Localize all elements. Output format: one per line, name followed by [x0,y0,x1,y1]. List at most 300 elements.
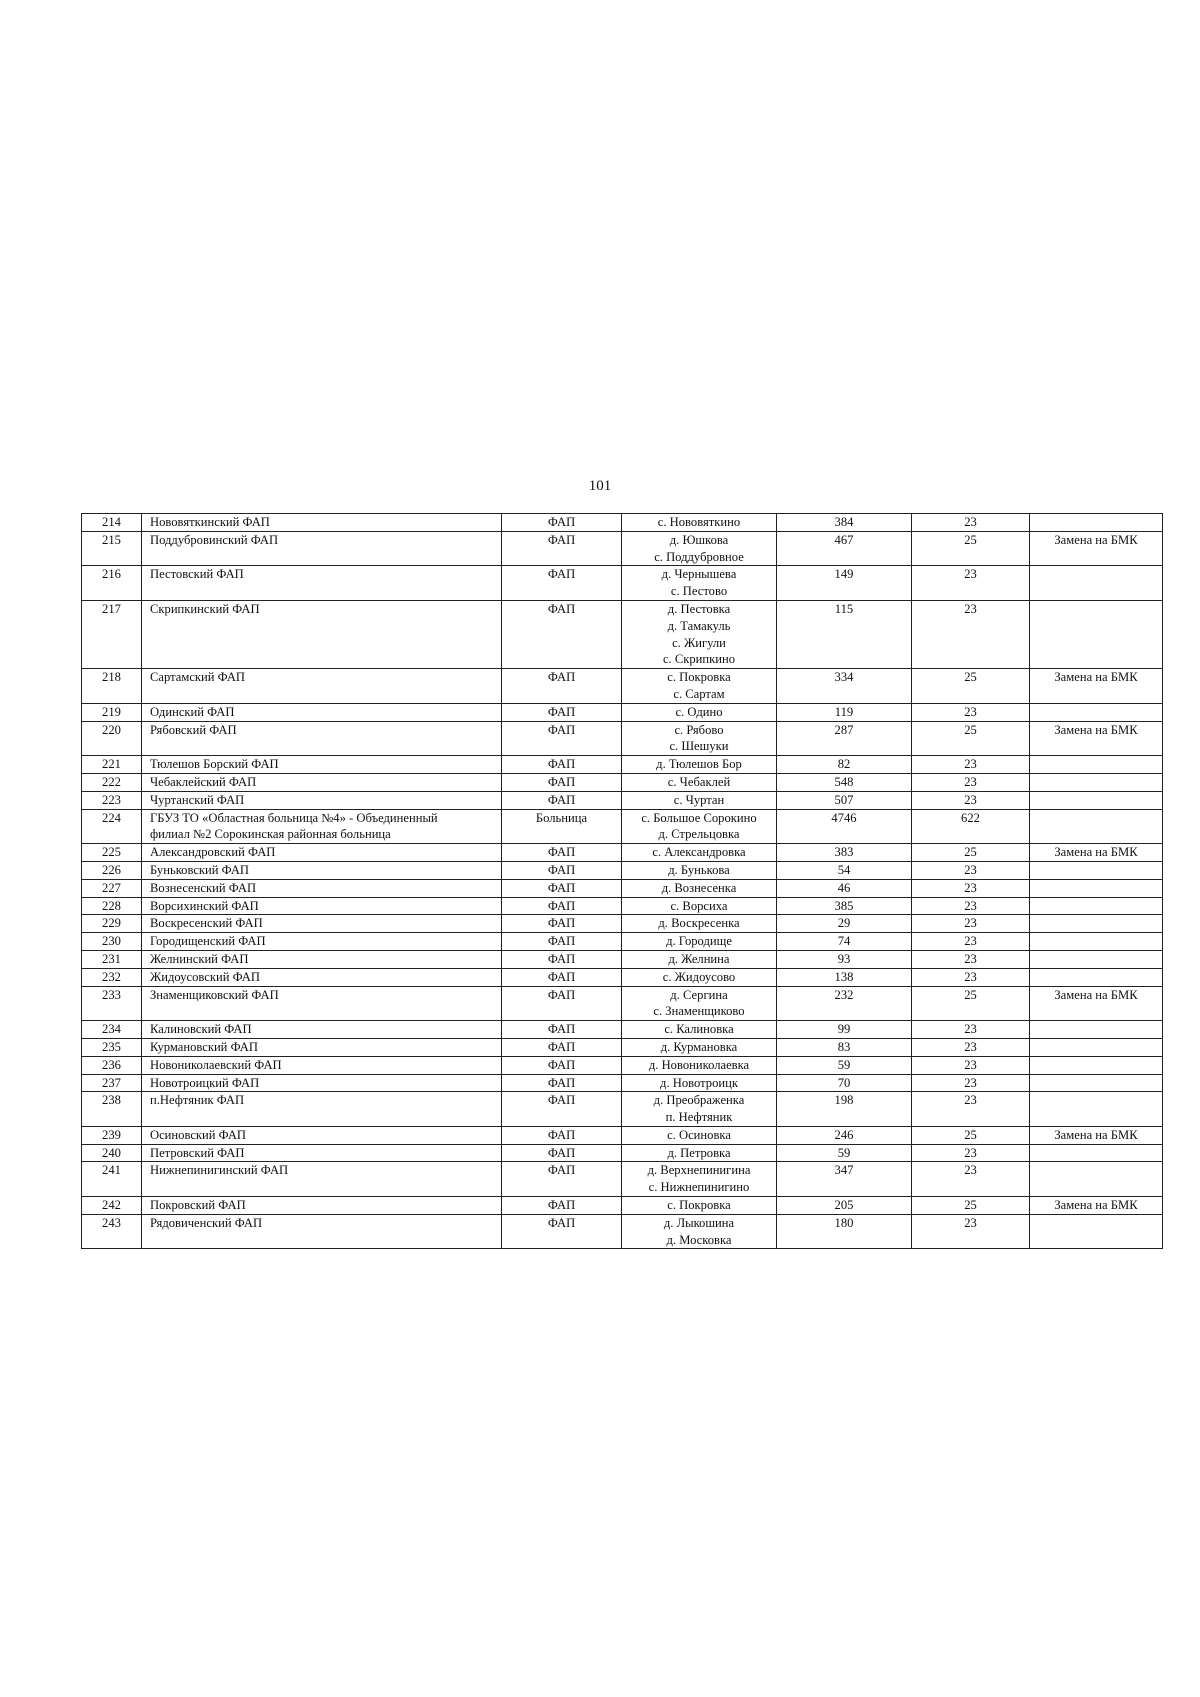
note-cell [1030,897,1163,915]
population-cell: 59 [777,1144,912,1162]
note-cell [1030,1162,1163,1197]
facility-name-cell [142,1144,502,1162]
facility-name-line: Курмановский ФАП [150,1039,258,1054]
location-line: д. Петровка [667,1145,731,1160]
distance-cell: 25 [912,986,1030,1021]
facility-name-line: Одинский ФАП [150,704,235,719]
facility-type-cell: ФАП [502,1074,622,1092]
note-cell [1030,861,1163,879]
row-number-cell: 226 [82,861,142,879]
note-cell [1030,514,1163,532]
row-number-cell: 232 [82,968,142,986]
distance-cell: 23 [912,897,1030,915]
location-line: с. Большое Сорокино [641,810,757,825]
facility-name-line: п.Нефтяник ФАП [150,1093,245,1108]
facility-type-cell: ФАП [502,1038,622,1056]
facility-name-cell [142,933,502,951]
location-line: д. Новотроицк [660,1075,738,1090]
facility-name-cell [142,756,502,774]
distance-cell: 23 [912,600,1030,668]
population-cell: 83 [777,1038,912,1056]
note-cell: Замена на БМК [1030,986,1163,1021]
distance-cell: 25 [912,1126,1030,1144]
location-line: с. Жидоусово [662,969,736,984]
note-cell [1030,600,1163,668]
population-cell: 385 [777,897,912,915]
location-line: с. Рябово [674,722,724,737]
note-cell [1030,950,1163,968]
distance-cell: 23 [912,791,1030,809]
facility-type-cell: ФАП [502,1197,622,1215]
facility-name-cell [142,861,502,879]
distance-cell: 25 [912,531,1030,566]
locations-cell [622,1021,777,1039]
note-cell [1030,1038,1163,1056]
table-row [82,1092,1163,1127]
row-number-cell: 242 [82,1197,142,1215]
facility-name-line: Петровский ФАП [150,1145,245,1160]
population-cell: 46 [777,879,912,897]
population-cell: 383 [777,844,912,862]
locations-cell [622,861,777,879]
note-cell: Замена на БМК [1030,669,1163,704]
population-cell: 59 [777,1056,912,1074]
note-cell [1030,1144,1163,1162]
row-number-cell: 219 [82,703,142,721]
facility-name-line: Буньковский ФАП [150,862,250,877]
table-row [82,1074,1163,1092]
locations-cell [622,968,777,986]
table-row [82,1144,1163,1162]
population-cell: 4746 [777,809,912,844]
distance-cell: 23 [912,703,1030,721]
row-number-cell: 220 [82,721,142,756]
location-line: д. Тамакуль [667,618,731,633]
note-cell [1030,915,1163,933]
row-number-cell: 241 [82,1162,142,1197]
note-cell [1030,809,1163,844]
facility-type-cell: ФАП [502,844,622,862]
population-cell: 138 [777,968,912,986]
facility-name-cell [142,1074,502,1092]
table-row [82,1214,1163,1249]
facility-type-cell: ФАП [502,897,622,915]
facility-type-cell: ФАП [502,703,622,721]
facility-name-line: Покровский ФАП [150,1198,246,1213]
population-cell: 246 [777,1126,912,1144]
distance-cell: 25 [912,1197,1030,1215]
table-row [82,1126,1163,1144]
facility-name-line: Александровский ФАП [150,845,276,860]
table-row [82,600,1163,668]
population-cell: 198 [777,1092,912,1127]
note-cell: Замена на БМК [1030,844,1163,862]
location-line: д. Бунькова [668,862,730,877]
facility-name-line: ГБУЗ ТО «Областная больница №4» - Объединенный [150,810,438,825]
location-line: с. Пестово [670,584,728,599]
facility-name-line: Чебаклейский ФАП [150,774,257,789]
population-cell: 232 [777,986,912,1021]
distance-cell: 23 [912,968,1030,986]
location-line: д. Пестовка [667,601,731,616]
facility-name-cell [142,791,502,809]
note-cell: Замена на БМК [1030,1197,1163,1215]
locations-cell [622,669,777,704]
facility-name-line: Желнинский ФАП [150,951,249,966]
table-row [82,1197,1163,1215]
facility-name-line: Рябовский ФАП [150,722,237,737]
facility-name-cell [142,1092,502,1127]
facility-name-cell [142,809,502,844]
population-cell: 115 [777,600,912,668]
facility-type-cell: ФАП [502,915,622,933]
note-cell [1030,1214,1163,1249]
note-cell [1030,933,1163,951]
population-cell: 287 [777,721,912,756]
facility-type-cell: ФАП [502,933,622,951]
row-number-cell: 227 [82,879,142,897]
distance-cell: 23 [912,861,1030,879]
distance-cell: 23 [912,514,1030,532]
location-line: с. Чуртан [673,792,725,807]
row-number-cell: 224 [82,809,142,844]
facility-name-cell [142,897,502,915]
note-cell [1030,1021,1163,1039]
table-row [82,1021,1163,1039]
locations-cell [622,721,777,756]
facility-type-cell: ФАП [502,566,622,601]
facility-name-cell [142,986,502,1021]
facility-name-line: Новониколаевский ФАП [150,1057,282,1072]
facility-name-cell [142,1126,502,1144]
facility-name-line: Пестовский ФАП [150,567,244,582]
facility-name-line: Скрипкинский ФАП [150,601,260,616]
distance-cell: 23 [912,1214,1030,1249]
facility-name-line: Воскресенский ФАП [150,916,263,931]
table-row [82,721,1163,756]
note-cell [1030,703,1163,721]
distance-cell: 25 [912,844,1030,862]
population-cell: 467 [777,531,912,566]
row-number-cell: 240 [82,1144,142,1162]
facility-type-cell: ФАП [502,1021,622,1039]
note-cell [1030,756,1163,774]
distance-cell: 23 [912,879,1030,897]
facility-name-line: Вознесенский ФАП [150,880,257,895]
facility-name-cell [142,600,502,668]
table-row [82,844,1163,862]
facility-type-cell: Больница [502,809,622,844]
location-line: д. Городище [666,934,732,949]
note-cell [1030,968,1163,986]
locations-cell [622,915,777,933]
note-cell: Замена на БМК [1030,531,1163,566]
facility-type-cell: ФАП [502,514,622,532]
facility-name-line: Нововяткинский ФАП [150,515,270,529]
table-row [82,897,1163,915]
distance-cell: 23 [912,566,1030,601]
location-line: п. Нефтяник [665,1110,733,1125]
row-number-cell: 234 [82,1021,142,1039]
distance-cell: 622 [912,809,1030,844]
row-number-cell: 237 [82,1074,142,1092]
distance-cell: 23 [912,1162,1030,1197]
location-line: с. Нововяткино [657,515,741,529]
facility-name-line: Калиновский ФАП [150,1022,252,1037]
facility-name-cell [142,950,502,968]
locations-cell [622,809,777,844]
location-line: д. Вознесенка [661,880,737,895]
row-number-cell: 233 [82,986,142,1021]
location-line: д. Тюлешов Бор [656,757,742,772]
table-row [82,756,1163,774]
table-row [82,669,1163,704]
distance-cell: 23 [912,1074,1030,1092]
facility-name-cell [142,968,502,986]
location-line: с. Александровка [652,845,746,860]
location-line: с. Ворсиха [670,898,728,913]
locations-cell [622,1197,777,1215]
location-line: д. Желнина [668,951,730,966]
table-row [82,933,1163,951]
facility-name-cell [142,1162,502,1197]
note-cell [1030,879,1163,897]
row-number-cell: 214 [82,514,142,532]
distance-cell: 23 [912,1144,1030,1162]
facility-name-cell [142,721,502,756]
row-number-cell: 238 [82,1092,142,1127]
facility-type-cell: ФАП [502,756,622,774]
locations-cell [622,600,777,668]
facility-name-line: Нижнепинигинский ФАП [150,1163,289,1178]
table-row [82,791,1163,809]
row-number-cell: 225 [82,844,142,862]
location-line: с. Калиновка [664,1022,734,1037]
location-line: д. Чернышева [661,567,737,582]
population-cell: 54 [777,861,912,879]
distance-cell: 23 [912,756,1030,774]
population-cell: 99 [777,1021,912,1039]
location-line: с. Покровка [667,1198,731,1213]
row-number-cell: 218 [82,669,142,704]
facility-type-cell: ФАП [502,791,622,809]
row-number-cell: 236 [82,1056,142,1074]
distance-cell: 23 [912,1056,1030,1074]
row-number-cell: 222 [82,773,142,791]
table-row [82,968,1163,986]
table-row [82,879,1163,897]
row-number-cell: 239 [82,1126,142,1144]
distance-cell: 23 [912,933,1030,951]
location-line: д. Стрельцовка [658,827,740,842]
table-row [82,566,1163,601]
locations-cell [622,1074,777,1092]
facility-type-cell: ФАП [502,773,622,791]
row-number-cell: 216 [82,566,142,601]
table-row [82,950,1163,968]
locations-cell [622,879,777,897]
distance-cell: 23 [912,915,1030,933]
location-line: с. Одино [675,704,723,719]
population-cell: 205 [777,1197,912,1215]
location-line: д. Юшкова [669,532,729,547]
facility-type-cell: ФАП [502,1056,622,1074]
row-number-cell: 221 [82,756,142,774]
table-body [82,514,1163,1249]
locations-cell [622,514,777,532]
row-number-cell: 223 [82,791,142,809]
facility-type-cell: ФАП [502,950,622,968]
facility-type-cell: ФАП [502,600,622,668]
facility-name-cell [142,1021,502,1039]
table-row [82,514,1163,532]
note-cell [1030,566,1163,601]
note-cell [1030,791,1163,809]
location-line: д. Новониколаевка [648,1057,750,1072]
locations-cell [622,756,777,774]
facility-type-cell: ФАП [502,1162,622,1197]
row-number-cell: 230 [82,933,142,951]
facility-name-line: Рядовиченский ФАП [150,1215,263,1230]
facility-name-line: Жидоусовский ФАП [150,969,260,984]
facility-name-cell [142,1056,502,1074]
population-cell: 334 [777,669,912,704]
facility-type-cell: ФАП [502,986,622,1021]
row-number-cell: 243 [82,1214,142,1249]
population-cell: 384 [777,514,912,532]
location-line: с. Шешуки [669,739,729,754]
note-cell [1030,1092,1163,1127]
facility-name-line: Новотроицкий ФАП [150,1075,260,1090]
locations-cell [622,933,777,951]
location-line: д. Верхнепинигина [647,1163,751,1178]
location-line: с. Сартам [673,686,725,701]
table-row [82,773,1163,791]
distance-cell: 25 [912,669,1030,704]
distance-cell: 25 [912,721,1030,756]
distance-cell: 23 [912,1092,1030,1127]
distance-cell: 23 [912,773,1030,791]
location-line: с. Скрипкино [662,652,736,667]
facility-type-cell: ФАП [502,861,622,879]
distance-cell: 23 [912,1038,1030,1056]
table-row [82,809,1163,844]
locations-cell [622,1092,777,1127]
location-line: д. Воскресенка [658,916,740,931]
table-row [82,703,1163,721]
facility-type-cell: ФАП [502,879,622,897]
row-number-cell: 235 [82,1038,142,1056]
facility-name-cell [142,915,502,933]
locations-cell [622,566,777,601]
locations-cell [622,844,777,862]
table-row [82,915,1163,933]
table-row [82,1038,1163,1056]
locations-cell [622,986,777,1021]
row-number-cell: 215 [82,531,142,566]
location-line: д. Курмановка [660,1039,738,1054]
facility-name-line: Знаменщиковский ФАП [150,987,279,1002]
facility-type-cell: ФАП [502,1214,622,1249]
population-cell: 29 [777,915,912,933]
medical-facilities-table [81,513,1163,1249]
table-row [82,531,1163,566]
facility-name-cell [142,566,502,601]
locations-cell [622,791,777,809]
distance-cell: 23 [912,1021,1030,1039]
location-line: с. Знаменщиково [653,1004,745,1019]
locations-cell [622,897,777,915]
locations-cell [622,703,777,721]
population-cell: 180 [777,1214,912,1249]
population-cell: 347 [777,1162,912,1197]
locations-cell [622,1056,777,1074]
locations-cell [622,773,777,791]
facility-name-cell [142,773,502,791]
locations-cell [622,1144,777,1162]
facility-name-line: Осиновский ФАП [150,1127,247,1142]
row-number-cell: 231 [82,950,142,968]
locations-cell [622,950,777,968]
facility-type-cell: ФАП [502,968,622,986]
locations-cell [622,1038,777,1056]
population-cell: 74 [777,933,912,951]
facility-type-cell: ФАП [502,1092,622,1127]
location-line: с. Чебаклей [667,774,731,789]
page-number: 101 [588,478,612,494]
locations-cell [622,1214,777,1249]
row-number-cell: 228 [82,897,142,915]
row-number-cell: 229 [82,915,142,933]
location-line: с. Покровка [667,670,731,685]
facility-name-line: Ворсихинский ФАП [150,898,259,913]
locations-cell [622,1126,777,1144]
facility-name-line: Поддубровинский ФАП [150,532,279,547]
location-line: д. Лыкошина [663,1215,735,1230]
note-cell [1030,1074,1163,1092]
population-cell: 548 [777,773,912,791]
row-number-cell: 217 [82,600,142,668]
note-cell [1030,773,1163,791]
location-line: д. Сергина [670,987,728,1002]
note-cell: Замена на БМК [1030,1126,1163,1144]
facility-name-cell [142,1038,502,1056]
facility-name-cell [142,703,502,721]
table-row [82,986,1163,1021]
facility-name-line: Чуртанский ФАП [150,792,245,807]
facility-name-cell [142,669,502,704]
population-cell: 507 [777,791,912,809]
facility-name-cell [142,844,502,862]
facility-name-line: Городищенский ФАП [150,934,266,949]
location-line: с. Нижнепинигино [648,1180,750,1195]
location-line: д. Московка [666,1232,732,1247]
facility-name-cell [142,531,502,566]
facility-type-cell: ФАП [502,1126,622,1144]
population-cell: 93 [777,950,912,968]
location-line: с. Жигули [672,635,726,650]
note-cell [1030,1056,1163,1074]
facility-name-cell [142,1197,502,1215]
population-cell: 149 [777,566,912,601]
location-line: с. Осиновка [667,1127,731,1142]
facility-type-cell: ФАП [502,669,622,704]
facility-type-cell: ФАП [502,721,622,756]
distance-cell: 23 [912,950,1030,968]
facility-name-line: Сартамский ФАП [150,670,246,685]
location-line: с. Поддубровное [654,549,744,564]
population-cell: 119 [777,703,912,721]
